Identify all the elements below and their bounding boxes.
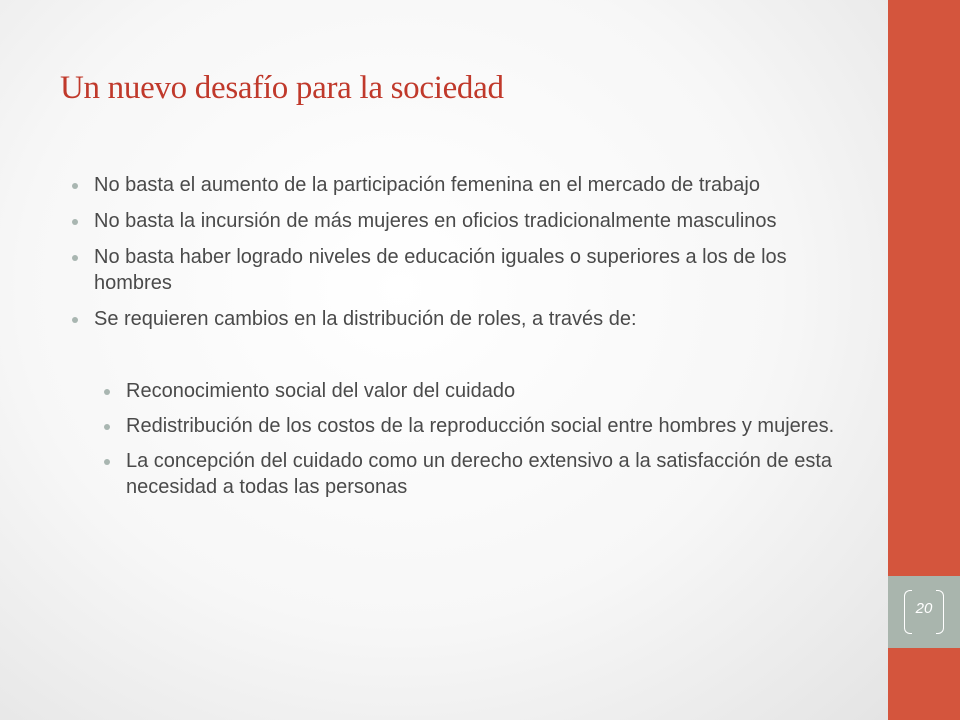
page-number: 20 — [915, 600, 933, 617]
bullet-item: No basta el aumento de la participación femenina en el mercado de trabajo — [72, 172, 862, 198]
bullet-item: No basta la incursión de más mujeres en oficios tradicionalmente masculinos — [72, 208, 862, 234]
bullet-item: No basta haber logrado niveles de educación iguales o superiores a los de los hombres — [72, 244, 862, 296]
sub-bullet-item: Redistribución de los costos de la reproducción social entre hombres y mujeres. — [104, 413, 846, 439]
sub-bullet-list — [72, 378, 862, 500]
slide-content — [72, 172, 862, 509]
bullet-list — [72, 172, 862, 332]
content-spacer — [72, 342, 862, 378]
slide-title: Un nuevo desafío para la sociedad — [60, 70, 504, 106]
sub-bullet-item: La concepción del cuidado como un derecho extensivo a la satisfacción de esta necesidad a todas las personas — [104, 448, 846, 500]
page-number-badge — [888, 576, 960, 648]
sub-bullet-item: Reconocimiento social del valor del cuidado — [104, 378, 846, 404]
bullet-item: Se requieren cambios en la distribución de roles, a través de: — [72, 306, 862, 332]
